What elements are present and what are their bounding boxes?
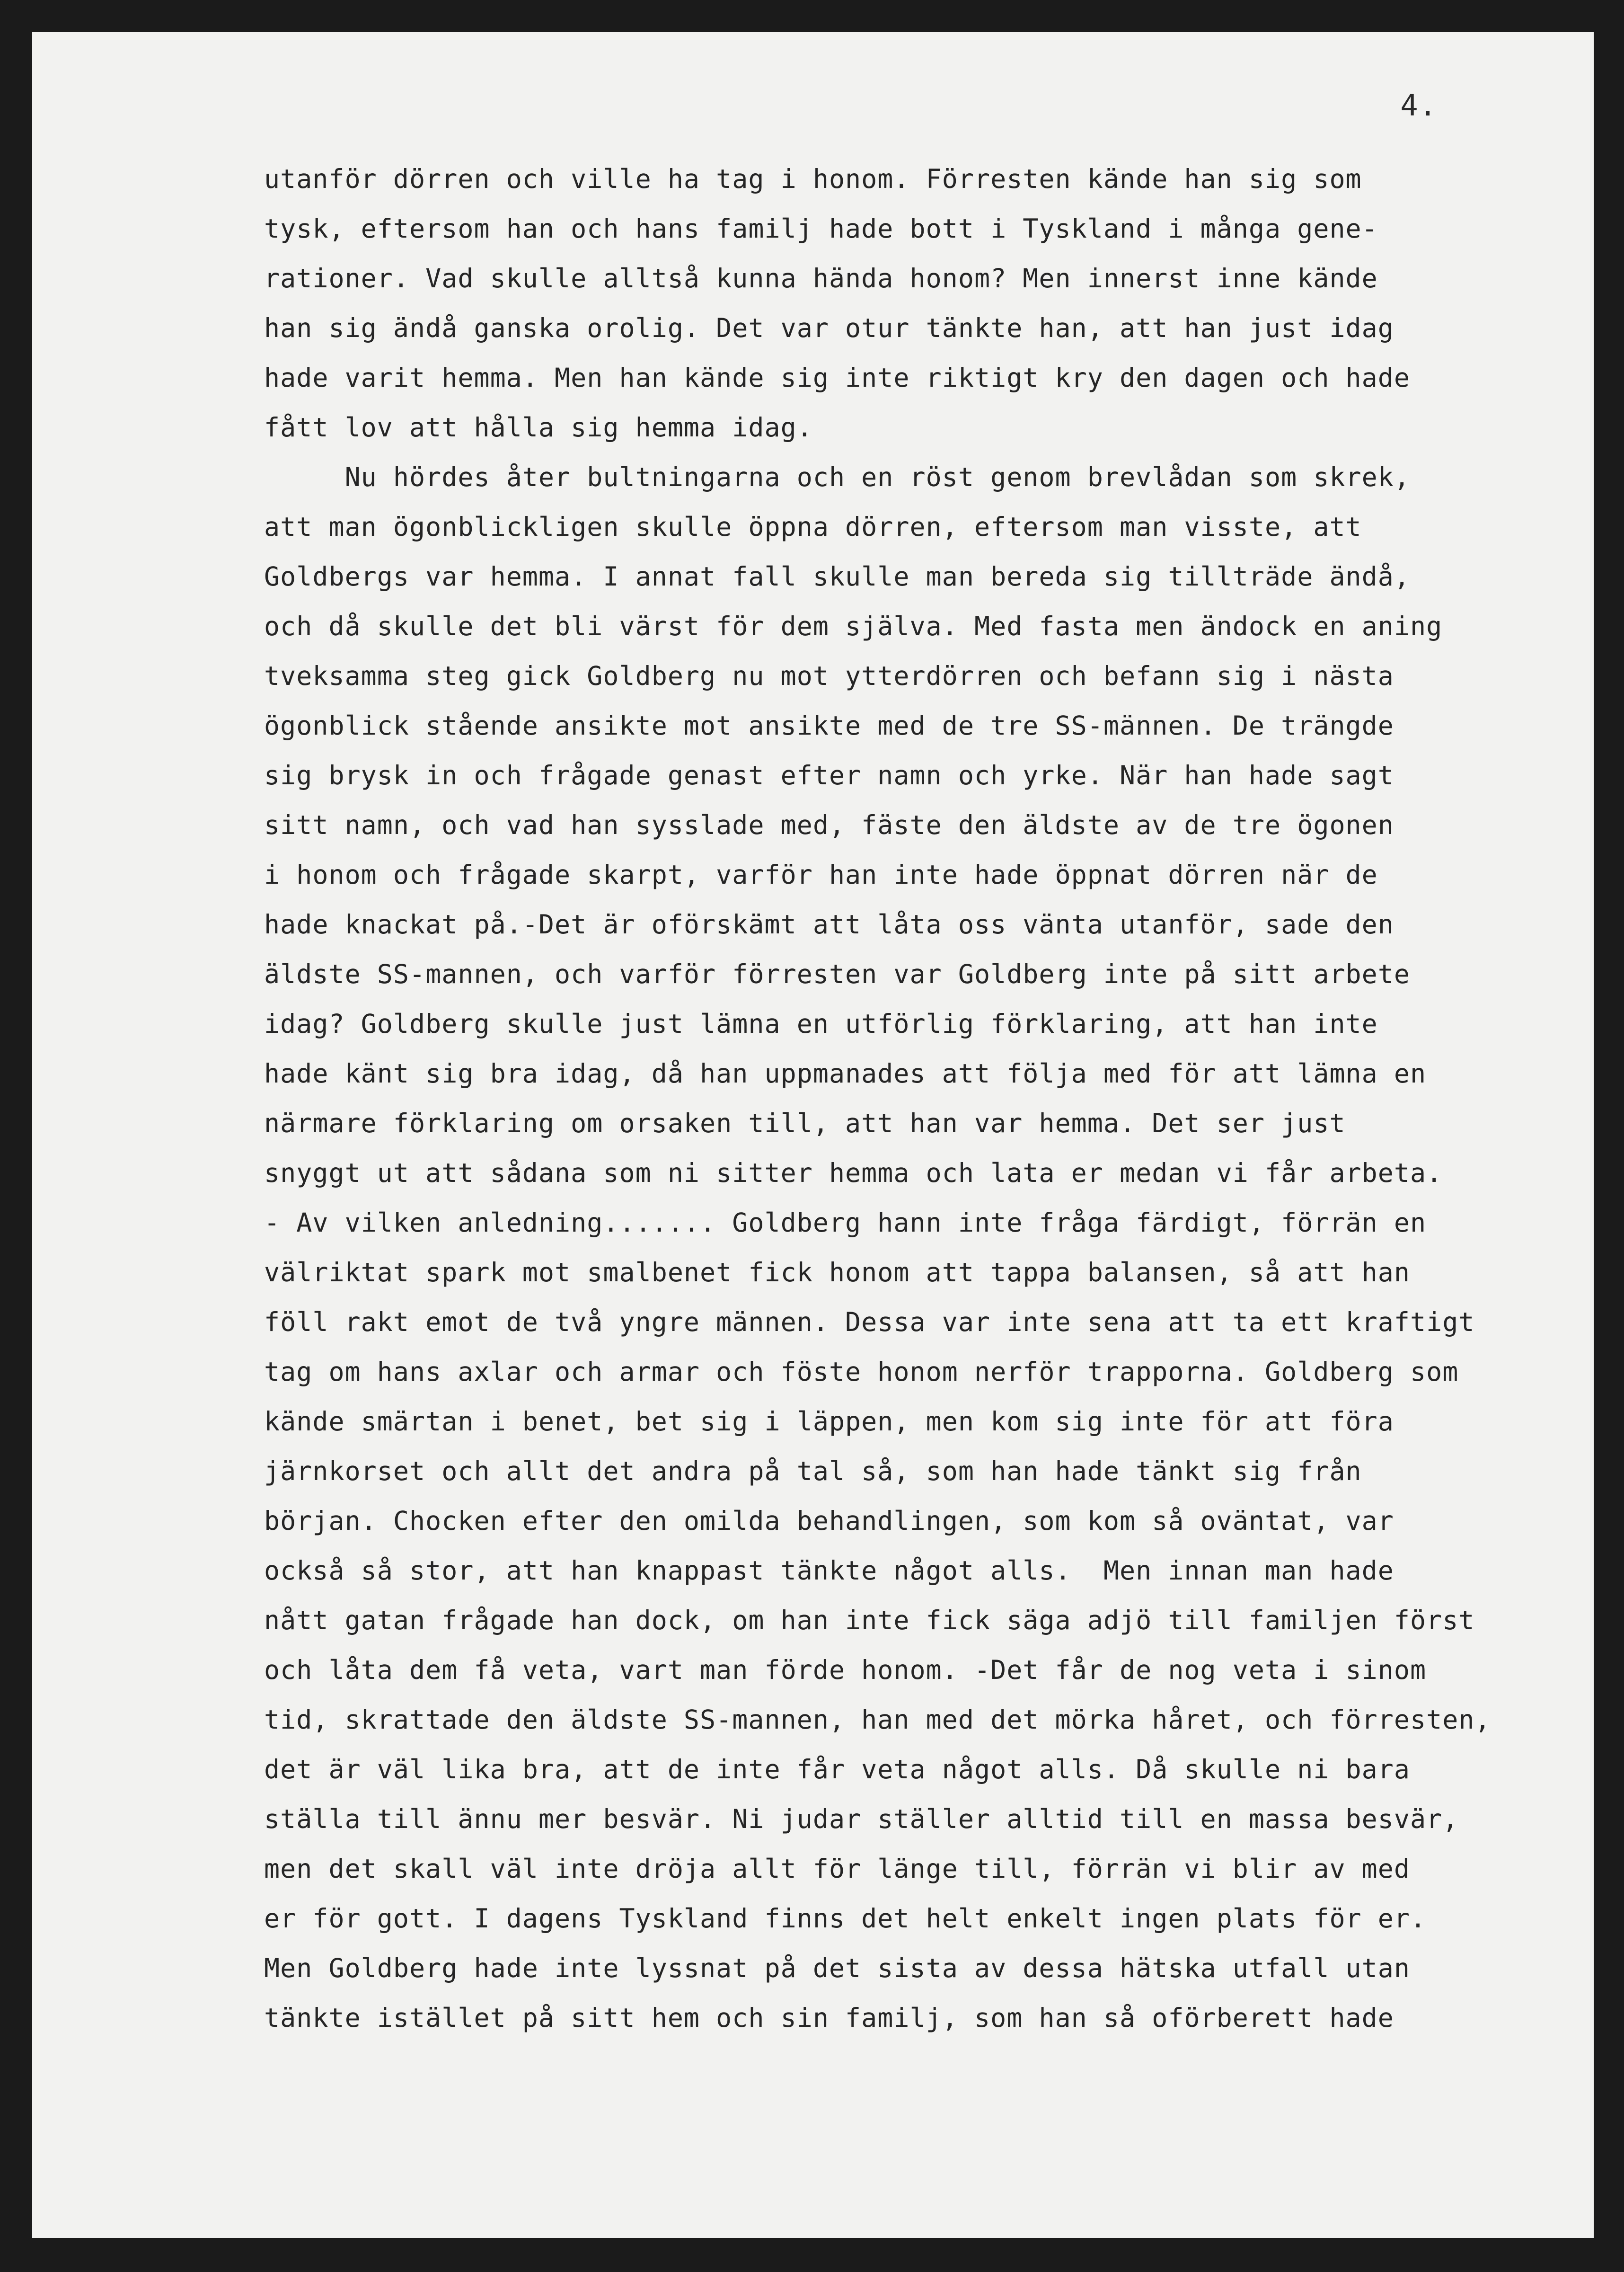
text-line: tänkte istället på sitt hem och sin familj, som han så oförberett hade: [264, 2003, 1394, 2033]
text-line: nått gatan frågade han dock, om han inte fick säga adjö till familjen först: [264, 1605, 1475, 1635]
text-line: rationer. Vad skulle alltså kunna hända honom? Men innerst inne kände: [264, 263, 1378, 293]
text-line: järnkorset och allt det andra på tal så, som han hade tänkt sig från: [264, 1456, 1362, 1486]
text-line: tveksamma steg gick Goldberg nu mot ytterdörren och befann sig i nästa: [264, 661, 1394, 691]
text-line: Men Goldberg hade inte lyssnat på det sista av dessa hätska utfall utan: [264, 1953, 1411, 1983]
text-line: det är väl lika bra, att de inte får veta något alls. Då skulle ni bara: [264, 1754, 1411, 1784]
text-line: snyggt ut att sådana som ni sitter hemma och lata er medan vi får arbeta.: [264, 1158, 1443, 1188]
text-line: välriktat spark mot smalbenet fick honom att tappa balansen, så att han: [264, 1257, 1411, 1287]
text-line: han sig ändå ganska orolig. Det var otur tänkte han, att han just idag: [264, 313, 1394, 343]
text-line: sig brysk in och frågade genast efter namn och yrke. När han hade sagt: [264, 760, 1394, 790]
text-line: hade känt sig bra idag, då han uppmanades att följa med för att lämna en: [264, 1058, 1427, 1089]
text-line: fått lov att hålla sig hemma idag.: [264, 412, 813, 443]
text-line: hade knackat på.-Det är oförskämt att låta oss vänta utanför, sade den: [264, 909, 1394, 940]
typewritten-page: [32, 32, 1594, 2238]
text-line: början. Chocken efter den omilda behandlingen, som kom så oväntat, var: [264, 1506, 1394, 1536]
text-line: äldste SS-mannen, och varför förresten var Goldberg inte på sitt arbete: [264, 959, 1411, 989]
text-line: - Av vilken anledning....... Goldberg hann inte fråga färdigt, förrän en: [264, 1207, 1427, 1238]
text-line: tysk, eftersom han och hans familj hade bott i Tyskland i många gene-: [264, 213, 1378, 244]
text-line: närmare förklaring om orsaken till, att han var hemma. Det ser just: [264, 1108, 1346, 1138]
text-line: ställa till ännu mer besvär. Ni judar ställer alltid till en massa besvär,: [264, 1804, 1459, 1834]
text-line: tag om hans axlar och armar och föste honom nerför trapporna. Goldberg som: [264, 1357, 1459, 1387]
text-line: ögonblick stående ansikte mot ansikte med de tre SS-männen. De trängde: [264, 710, 1394, 741]
text-line: och låta dem få veta, vart man förde honom. -Det får de nog veta i sinom: [264, 1655, 1427, 1685]
text-line: men det skall väl inte dröja allt för länge till, förrän vi blir av med: [264, 1854, 1411, 1884]
text-line: Goldbergs var hemma. I annat fall skulle man bereda sig tillträde ändå,: [264, 561, 1411, 592]
body-text: [264, 154, 1551, 2043]
text-line: och då skulle det bli värst för dem själva. Med fasta men ändock en aning: [264, 611, 1443, 641]
text-line: er för gott. I dagens Tyskland finns det helt enkelt ingen plats för er.: [264, 1903, 1427, 1934]
text-line: tid, skrattade den äldste SS-mannen, han med det mörka håret, och förresten,: [264, 1704, 1491, 1735]
text-line: att man ögonblickligen skulle öppna dörren, eftersom man visste, att: [264, 512, 1362, 542]
text-line: utanför dörren och ville ha tag i honom. Förresten kände han sig som: [264, 164, 1362, 194]
text-line: i honom och frågade skarpt, varför han inte hade öppnat dörren när de: [264, 860, 1378, 890]
text-line: Nu hördes åter bultningarna och en röst genom brevlådan som skrek,: [264, 462, 1411, 492]
text-line: hade varit hemma. Men han kände sig inte riktigt kry den dagen och hade: [264, 363, 1411, 393]
text-line: föll rakt emot de två yngre männen. Dessa var inte sena att ta ett kraftigt: [264, 1307, 1475, 1337]
text-line: kände smärtan i benet, bet sig i läppen, men kom sig inte för att föra: [264, 1406, 1394, 1437]
text-line: sitt namn, och vad han sysslade med, fäste den äldste av de tre ögonen: [264, 810, 1394, 840]
text-line: också så stor, att han knappast tänkte något alls. Men innan man hade: [264, 1555, 1394, 1586]
page-number: 4.: [1400, 88, 1438, 123]
text-line: idag? Goldberg skulle just lämna en utförlig förklaring, att han inte: [264, 1009, 1378, 1039]
